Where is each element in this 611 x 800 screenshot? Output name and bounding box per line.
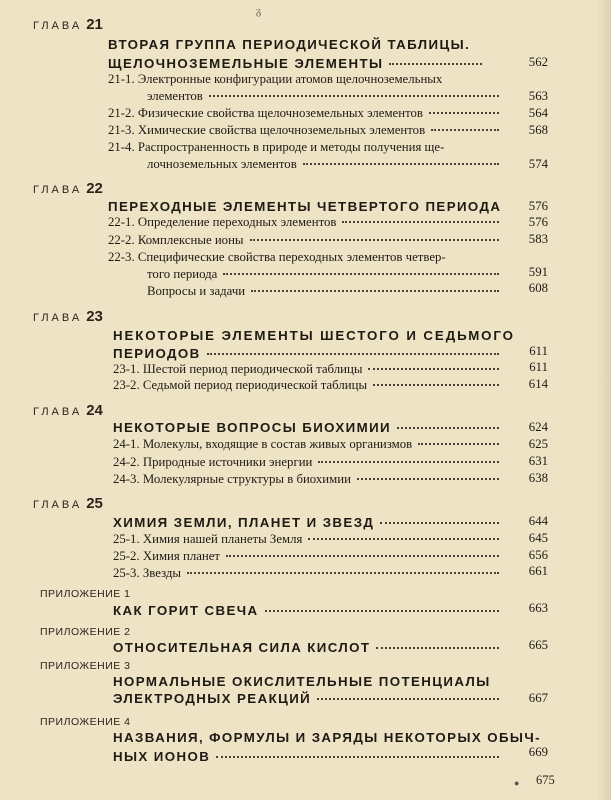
toc-entry: 21-1. Электронные конфигурации атомов щелочноземельных — [108, 72, 443, 86]
toc-entry: того периода — [147, 267, 505, 282]
chapter-title-line: ХИМИЯ ЗЕМЛИ, ПЛАНЕТ И ЗВЕЗД — [113, 515, 505, 530]
toc-page-number: 583 — [528, 232, 548, 246]
page-folio: 675 — [536, 773, 555, 787]
toc-entry: элементов — [147, 89, 505, 104]
toc-entry: лочноземельных элементов — [147, 157, 505, 172]
appendix-title-line: ЭЛЕКТРОДНЫХ РЕАКЦИЙ — [113, 691, 505, 706]
toc-page-number: 625 — [528, 437, 548, 451]
toc-entry: 24-1. Молекулы, входящие в состав живых организмов — [113, 437, 505, 452]
chapter-title-page: 576 — [528, 199, 548, 213]
appendix-page-number: 663 — [528, 601, 548, 615]
appendix-heading: ПРИЛОЖЕНИЕ 4 — [40, 716, 131, 728]
toc-page-number: 568 — [528, 123, 548, 137]
toc-page-number: 631 — [528, 454, 548, 468]
appendix-page-number: 669 — [528, 745, 548, 759]
toc-entry: 23-1. Шестой период периодической таблицы — [113, 362, 505, 377]
toc-entry: Вопросы и задачи — [147, 284, 505, 299]
toc-page-number: 656 — [528, 548, 548, 562]
toc-entry: 22-2. Комплексные ионы — [108, 233, 505, 248]
toc-page-number: 638 — [528, 471, 548, 485]
chapter-heading: ГЛАВА 23 — [33, 308, 103, 325]
chapter-heading: ГЛАВА 25 — [33, 495, 103, 512]
chapter-heading: ГЛАВА 24 — [33, 402, 103, 419]
toc-page-number: 661 — [528, 564, 548, 578]
toc-entry: 24-2. Природные источники энергии — [113, 455, 505, 470]
toc-entry: 21-3. Химические свойства щелочноземельных элементов — [108, 123, 505, 138]
appendix-heading: ПРИЛОЖЕНИЕ 1 — [40, 588, 131, 600]
appendix-heading: ПРИЛОЖЕНИЕ 2 — [40, 626, 131, 638]
appendix-page-number: 667 — [528, 691, 548, 705]
chapter-heading: ГЛАВА 22 — [33, 180, 103, 197]
toc-page-number: 645 — [528, 531, 548, 545]
chapter-title-line: ЩЕЛОЧНОЗЕМЕЛЬНЫЕ ЭЛЕМЕНТЫ — [108, 56, 488, 71]
toc-page-number: 608 — [528, 281, 548, 295]
chapter-title-line: НЕКОТОРЫЕ ВОПРОСЫ БИОХИМИИ — [113, 420, 505, 435]
toc-page-number: 576 — [528, 215, 548, 229]
appendix-title-line: НЫХ ИОНОВ — [113, 749, 505, 764]
page-mark: ᵹ — [256, 5, 262, 17]
appendix-title-line: ОТНОСИТЕЛЬНАЯ СИЛА КИСЛОТ — [113, 640, 505, 655]
toc-entry: 21-2. Физические свойства щелочноземельных элементов — [108, 106, 505, 121]
toc-page-number: 563 — [528, 89, 548, 103]
toc-page-number: 574 — [528, 157, 548, 171]
chapter-title-page: 644 — [528, 514, 548, 528]
toc-page-number: 591 — [528, 265, 548, 279]
toc-entry: 23-2. Седьмой период периодической таблицы — [113, 378, 505, 393]
chapter-title-page: 611 — [529, 344, 548, 358]
appendix-title-line: НОРМАЛЬНЫЕ ОКИСЛИТЕЛЬНЫЕ ПОТЕНЦИАЛЫ — [113, 674, 491, 689]
toc-entry: 25-3. Звезды — [113, 566, 505, 581]
toc-entry: 24-3. Молекулярные структуры в биохимии — [113, 472, 505, 487]
toc-entry: 25-2. Химия планет — [113, 549, 505, 564]
chapter-title-line: ПЕРИОДОВ — [113, 346, 505, 361]
appendix-title-line: НАЗВАНИЯ, ФОРМУЛЫ И ЗАРЯДЫ НЕКОТОРЫХ ОБЫЧ- — [113, 730, 541, 745]
toc-entry: 25-1. Химия нашей планеты Земля — [113, 532, 505, 547]
chapter-title-line: НЕКОТОРЫЕ ЭЛЕМЕНТЫ ШЕСТОГО И СЕДЬМОГО — [113, 328, 515, 343]
appendix-page-number: 665 — [528, 638, 548, 652]
toc-entry: 21-4. Распространенность в природе и методы получения ще- — [108, 140, 445, 154]
toc-page-number: 611 — [529, 360, 548, 374]
toc-page-number: 564 — [528, 106, 548, 120]
toc-entry: 22-3. Специфические свойства переходных элементов четвер- — [108, 250, 446, 264]
chapter-title-line: ВТОРАЯ ГРУППА ПЕРИОДИЧЕСКОЙ ТАБЛИЦЫ. — [108, 37, 471, 52]
toc-page-number: 614 — [528, 377, 548, 391]
chapter-heading: ГЛАВА 21 — [33, 16, 103, 33]
chapter-title-line: ПЕРЕХОДНЫЕ ЭЛЕМЕНТЫ ЧЕТВЕРТОГО ПЕРИОДА — [108, 199, 502, 214]
chapter-title-page: 562 — [528, 55, 548, 69]
appendix-title-line: КАК ГОРИТ СВЕЧА — [113, 603, 505, 618]
ink-speck: ● — [514, 778, 520, 788]
toc-entry: 22-1. Определение переходных элементов — [108, 215, 505, 230]
appendix-heading: ПРИЛОЖЕНИЕ 3 — [40, 660, 131, 672]
chapter-title-page: 624 — [528, 420, 548, 434]
